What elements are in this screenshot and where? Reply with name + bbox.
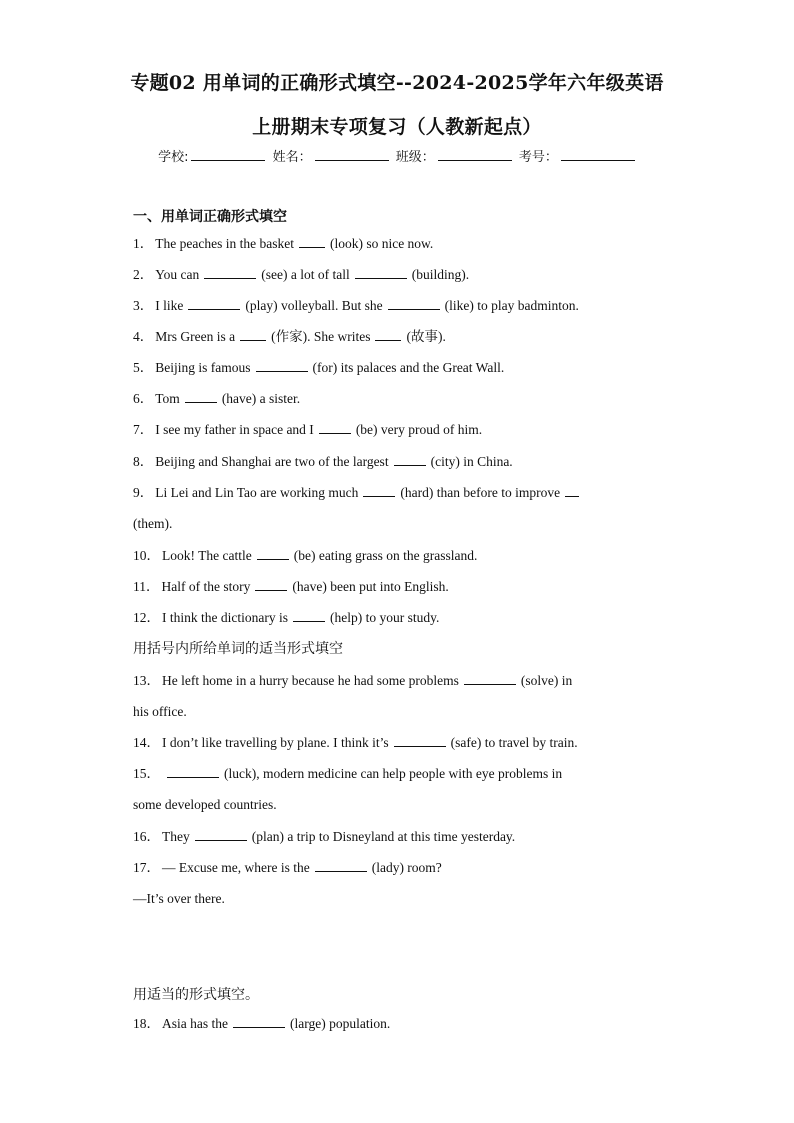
question-5: [133, 352, 663, 383]
answer-blank[interactable]: [394, 734, 446, 747]
exam-number-blank[interactable]: [561, 148, 635, 161]
question-16: [133, 821, 663, 852]
question-15: [133, 758, 663, 789]
question-text: I like: [155, 298, 184, 313]
name-blank[interactable]: [315, 148, 389, 161]
question-text: (solve) in: [520, 673, 573, 688]
answer-blank[interactable]: [299, 235, 325, 248]
answer-blank[interactable]: [255, 578, 287, 591]
answer-blank[interactable]: [464, 672, 516, 685]
question-17-reply: —It’s over there.: [133, 891, 225, 906]
question-text: Look! The cattle: [162, 548, 252, 563]
answer-blank[interactable]: [240, 328, 266, 341]
question-13: [133, 665, 663, 696]
question-text: (be) eating grass on the grassland.: [293, 548, 478, 563]
question-6: [133, 383, 663, 414]
question-text: Asia has the: [162, 1016, 228, 1031]
question-number: 17．: [133, 860, 160, 875]
question-3: [133, 290, 663, 321]
title-line-2: 上册期末专项复习（人教新起点）: [252, 116, 542, 138]
question-7: [133, 414, 663, 445]
question-text: (plan) a trip to Disneyland at this time yesterday.: [251, 829, 516, 844]
question-text: They: [162, 829, 190, 844]
answer-blank[interactable]: [355, 266, 407, 279]
answer-blank[interactable]: [256, 359, 308, 372]
school-blank[interactable]: [191, 148, 265, 161]
question-text: (故事).: [406, 329, 446, 344]
question-text: Tom: [155, 391, 180, 406]
question-text: (look) so nice now.: [329, 236, 434, 251]
question-number: 4．: [133, 329, 154, 344]
question-text: I see my father in space and I: [155, 422, 314, 437]
question-text: (lady) room?: [371, 860, 442, 875]
answer-blank[interactable]: [375, 328, 401, 341]
question-number: 10．: [133, 548, 160, 563]
question-text: (city) in China.: [430, 454, 513, 469]
question-13-continued: his office.: [133, 704, 187, 719]
question-text: You can: [155, 267, 200, 282]
question-12: [133, 602, 663, 633]
question-text: (have) been put into English.: [292, 579, 449, 594]
question-4: [133, 321, 663, 352]
question-text: Li Lei and Lin Tao are working much: [155, 485, 359, 500]
question-number: 7．: [133, 422, 154, 437]
student-info-row: [0, 146, 794, 165]
question-text: (safe) to travel by train.: [450, 735, 578, 750]
class-label: 班级：: [395, 150, 435, 165]
answer-blank[interactable]: [293, 609, 325, 622]
question-number: 12．: [133, 610, 160, 625]
question-text: Beijing and Shanghai are two of the largest: [155, 454, 389, 469]
answer-blank[interactable]: [257, 547, 289, 560]
question-number: 15．: [133, 766, 160, 781]
question-10: [133, 540, 663, 571]
question-number: 14．: [133, 735, 160, 750]
answer-blank[interactable]: [315, 859, 367, 872]
exam-number-label: 考号：: [518, 150, 558, 165]
question-text: He left home in a hurry because he had some problems: [162, 673, 459, 688]
question-text: (hard) than before to improve: [400, 485, 561, 500]
subheading-proper-form: 用适当的形式填空。: [133, 987, 259, 1003]
answer-blank[interactable]: [167, 765, 219, 778]
title-line-1: 专题02 用单词的正确形式填空--2024-2025学年六年级英语: [130, 72, 664, 94]
question-number: 13．: [133, 673, 160, 688]
question-9: [133, 477, 663, 508]
question-text: (play) volleyball. But she: [245, 298, 383, 313]
subheading-brackets: 用括号内所给单词的适当形式填空: [133, 641, 343, 657]
answer-blank[interactable]: [319, 421, 351, 434]
class-blank[interactable]: [438, 148, 512, 161]
answer-blank[interactable]: [233, 1015, 285, 1028]
question-number: 3．: [133, 298, 154, 313]
question-17: [133, 852, 663, 883]
answer-blank[interactable]: [388, 297, 440, 310]
question-text: (help) to your study.: [329, 610, 440, 625]
question-number: 16．: [133, 829, 160, 844]
school-label: 学校:: [158, 150, 189, 165]
question-text: (luck), modern medicine can help people with eye problems in: [224, 766, 563, 781]
answer-blank[interactable]: [363, 484, 395, 497]
answer-blank[interactable]: [565, 484, 579, 497]
question-text: I don’t like travelling by plane. I think it’s: [162, 735, 389, 750]
question-number: 8．: [133, 454, 154, 469]
question-text: (have) a sister.: [221, 391, 301, 406]
name-label: 姓名：: [272, 150, 312, 165]
question-text: (large) population.: [289, 1016, 391, 1031]
question-number: 1．: [133, 236, 154, 251]
question-18: [133, 1008, 663, 1039]
question-text: The peaches in the basket: [155, 236, 294, 251]
question-text: (like) to play badminton.: [444, 298, 579, 313]
question-8: [133, 446, 663, 477]
question-text: (be) very proud of him.: [355, 422, 483, 437]
answer-blank[interactable]: [185, 390, 217, 403]
section-heading: 一、用单词正确形式填空: [133, 209, 287, 225]
question-number: 9．: [133, 485, 154, 500]
question-2: [133, 259, 663, 290]
question-text: Half of the story: [161, 579, 251, 594]
question-number: 6．: [133, 391, 154, 406]
answer-blank[interactable]: [204, 266, 256, 279]
question-14: [133, 727, 663, 758]
question-text: Beijing is famous: [155, 360, 251, 375]
question-text: (for) its palaces and the Great Wall.: [312, 360, 505, 375]
question-11: [133, 571, 663, 602]
answer-blank[interactable]: [394, 453, 426, 466]
question-number: 18．: [133, 1016, 160, 1031]
answer-blank[interactable]: [195, 828, 247, 841]
question-1: [133, 228, 663, 259]
question-9-continued: (them).: [133, 516, 173, 531]
question-number: 11．: [133, 579, 160, 594]
answer-blank[interactable]: [188, 297, 240, 310]
question-text: — Excuse me, where is the: [162, 860, 310, 875]
question-number: 5．: [133, 360, 154, 375]
question-15-continued: some developed countries.: [133, 797, 277, 812]
question-text: (作家). She writes: [271, 329, 371, 344]
question-text: (building).: [411, 267, 470, 282]
question-text: Mrs Green is a: [155, 329, 236, 344]
question-text: (see) a lot of tall: [261, 267, 350, 282]
question-text: I think the dictionary is: [162, 610, 288, 625]
question-number: 2．: [133, 267, 154, 282]
